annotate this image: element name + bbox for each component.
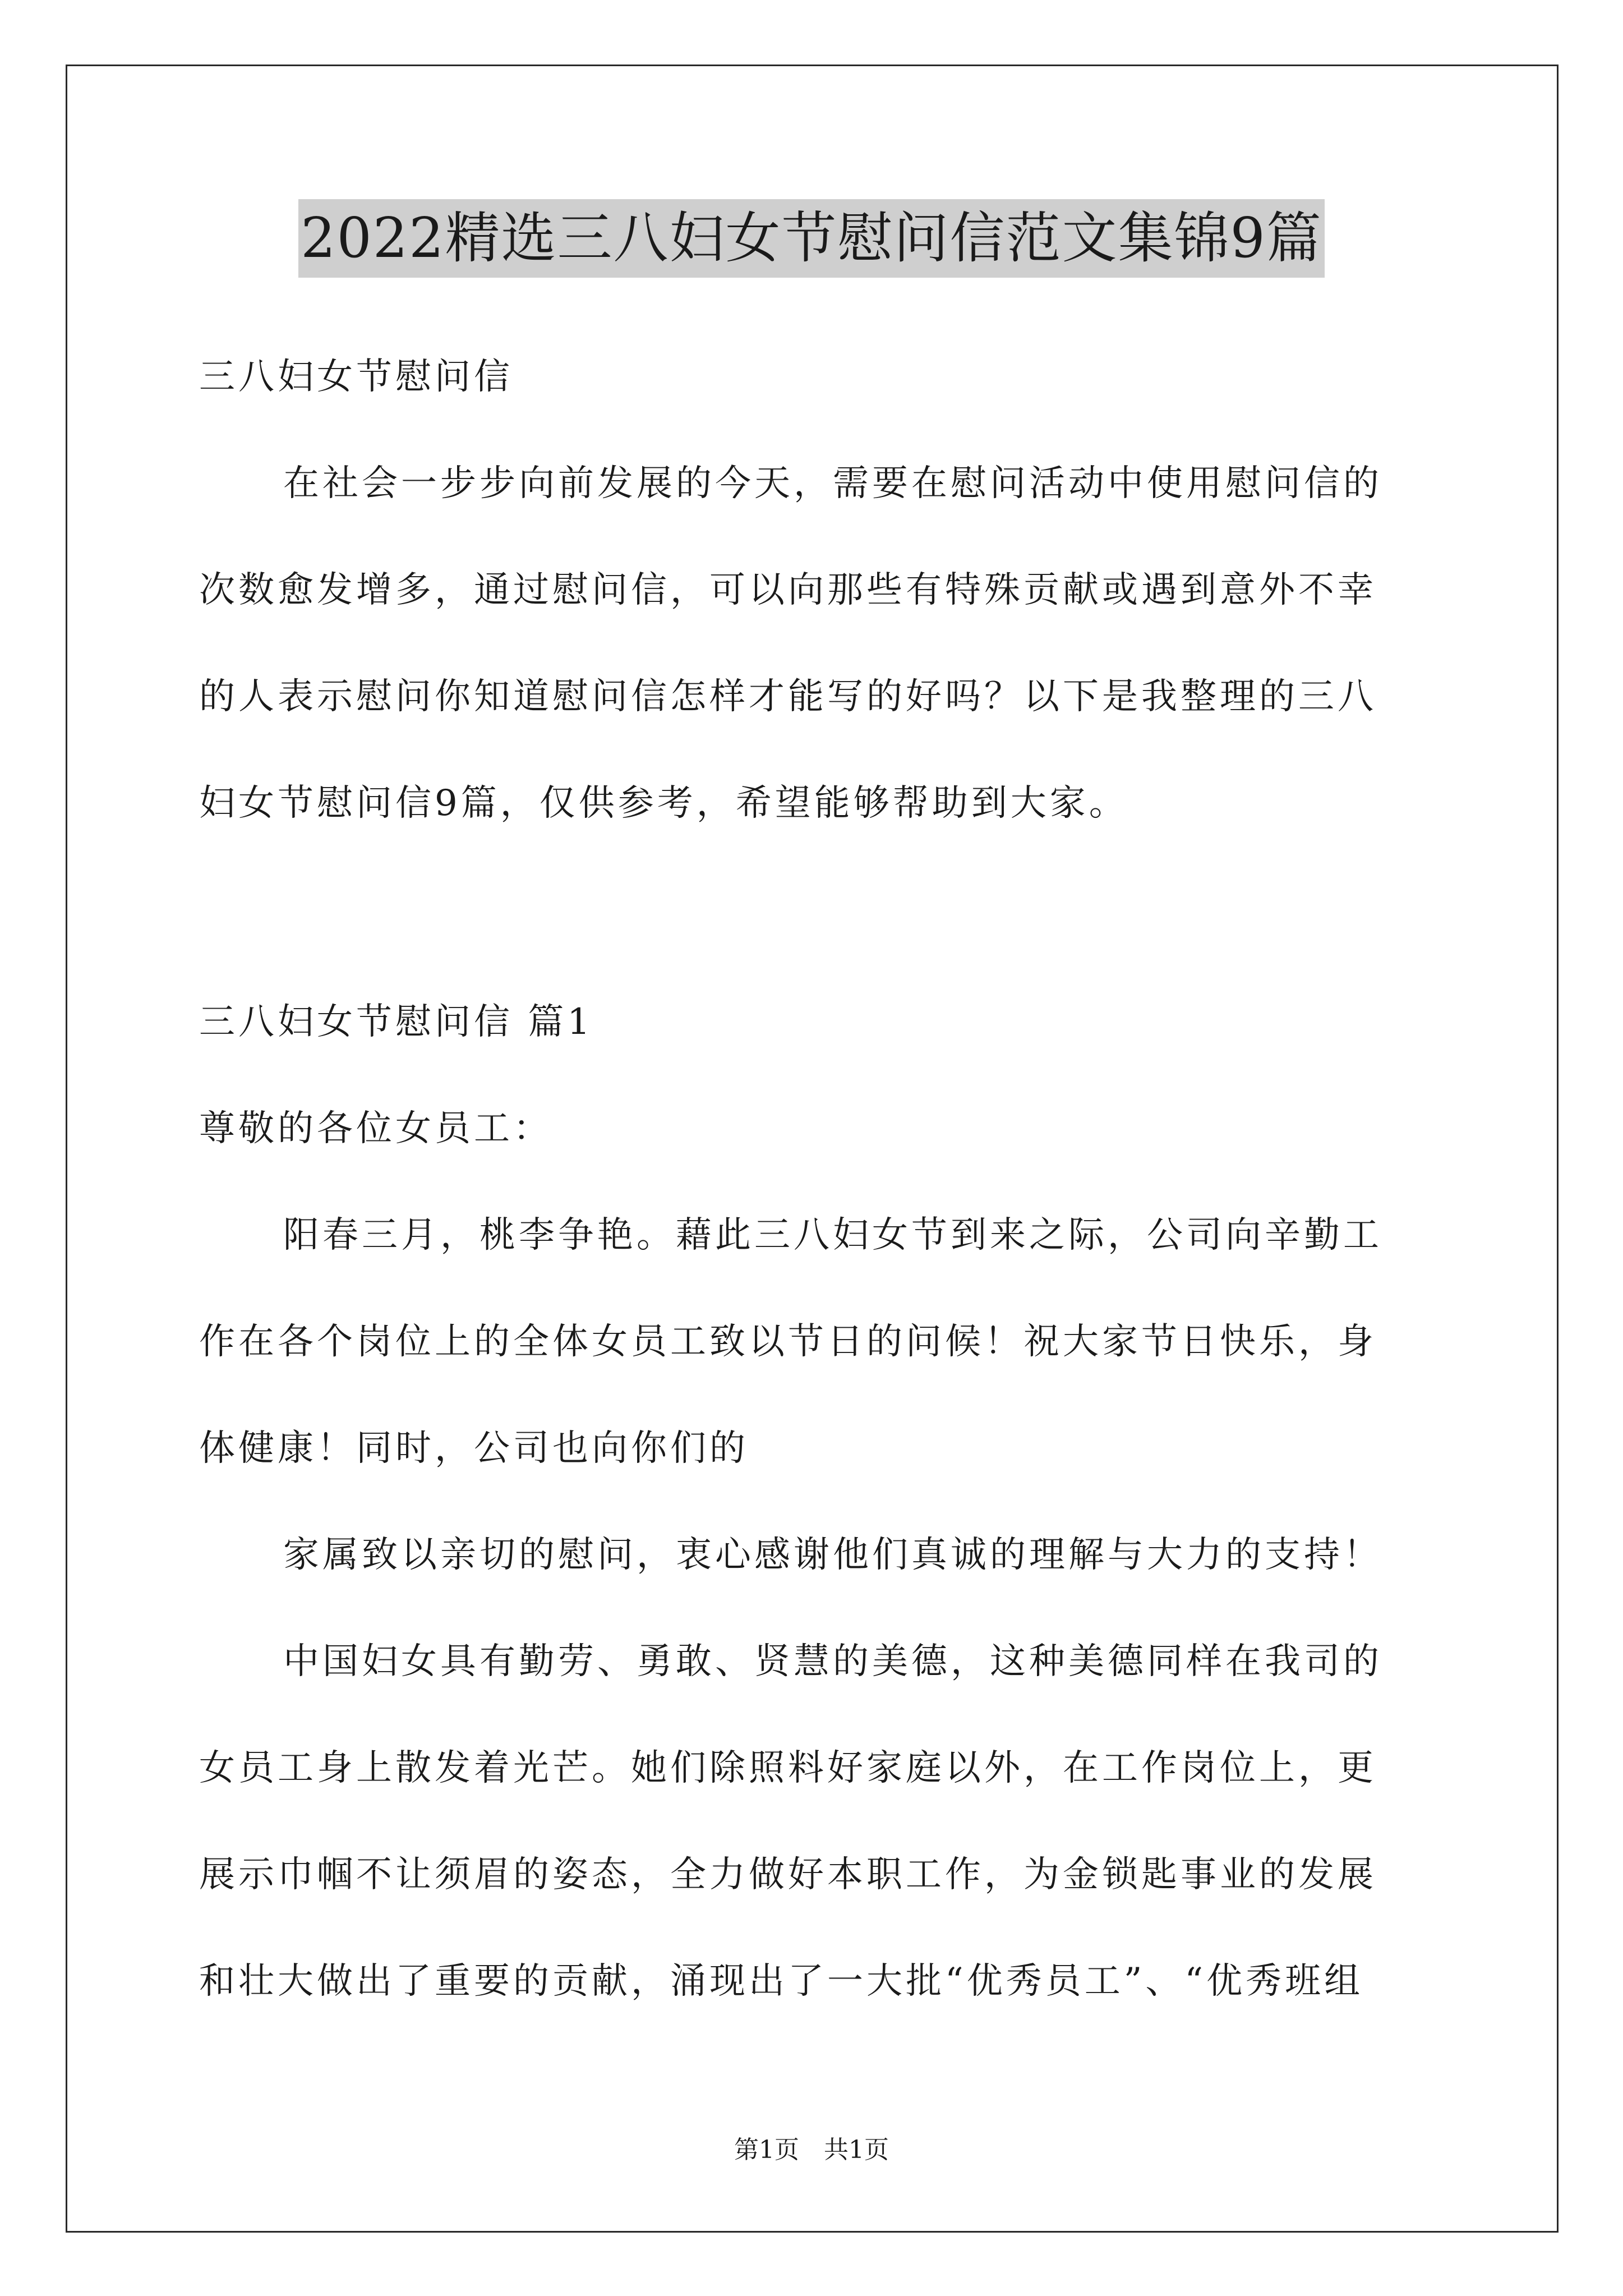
document-title: 2022精选三八妇女节慰问信范文集锦9篇 [298, 199, 1325, 278]
paragraph-line: 展示巾帼不让须眉的姿态，全力做好本职工作，为金锁匙事业的发展 [199, 1854, 1377, 1895]
page-footer: 第1页 共1页 [734, 2136, 889, 2164]
paragraph-line: 女员工身上散发着光芒。她们除照料好家庭以外，在工作岗位上，更 [199, 1747, 1377, 1789]
paragraph-line: 家属致以亲切的慰问，衷心感谢他们真诚的理解与大力的支持！ [283, 1534, 1382, 1576]
salutation: 尊敬的各位女员工： [199, 1108, 552, 1149]
paragraph-line: 中国妇女具有勤劳、勇敢、贤慧的美德，这种美德同样在我司的 [283, 1641, 1382, 1682]
paragraph-line: 在社会一步步向前发展的今天，需要在慰问活动中使用慰问信的 [283, 463, 1382, 504]
section-heading: 三八妇女节慰问信 [199, 356, 513, 398]
paragraph-line: 和壮大做出了重要的贡献，涌现出了一大批“优秀员工”、“优秀班组 [199, 1961, 1364, 2002]
section-heading: 三八妇女节慰问信 篇1 [199, 1001, 594, 1043]
title-container [0, 199, 1623, 278]
paragraph-line: 妇女节慰问信9篇，仅供参考，希望能够帮助到大家。 [199, 783, 1128, 824]
paragraph-line: 体健康！同时，公司也向你们的 [199, 1428, 749, 1469]
paragraph-line: 作在各个岗位上的全体女员工致以节日的问候！祝大家节日快乐，身 [199, 1321, 1377, 1363]
paragraph-line: 的人表示慰问你知道慰问信怎样才能写的好吗？以下是我整理的三八 [199, 676, 1377, 717]
paragraph-line: 次数愈发增多，通过慰问信，可以向那些有特殊贡献或遇到意外不幸 [199, 569, 1377, 611]
paragraph-line: 阳春三月，桃李争艳。藉此三八妇女节到来之际，公司向辛勤工 [283, 1214, 1382, 1256]
